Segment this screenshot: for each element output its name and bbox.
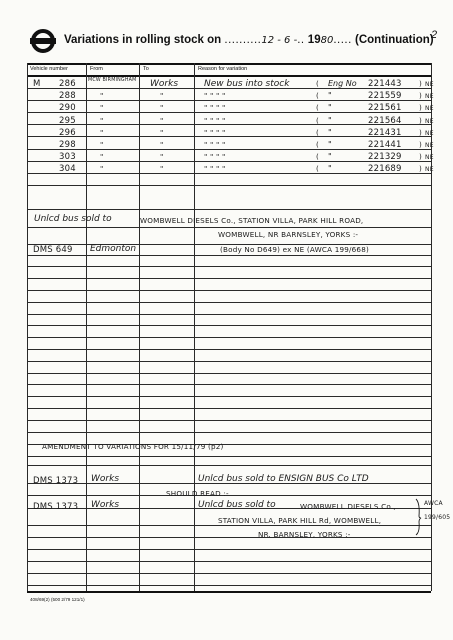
row-to: " xyxy=(160,127,164,137)
paren: ( xyxy=(316,152,320,162)
vehicle-number: 298 xyxy=(59,140,76,150)
vehicle-number: 303 xyxy=(59,152,76,163)
row-from: " xyxy=(100,152,104,162)
dms-649-number: DMS 649 xyxy=(33,245,73,255)
awca-label: AWCA xyxy=(424,500,443,507)
engine-number: 221564 xyxy=(368,115,402,126)
amend-row2-reason-lead: Unlcd bus sold to xyxy=(198,500,276,510)
paren: ) xyxy=(419,115,423,125)
row-rule xyxy=(27,456,431,457)
row-rule xyxy=(27,349,431,350)
form-code: 408/69(2) (500 2/79 121/1) xyxy=(30,597,85,602)
engine-label: Eng No xyxy=(328,79,357,88)
engine-label: " xyxy=(328,127,332,137)
vehicle-number: 295 xyxy=(59,115,76,126)
row-rule xyxy=(27,255,431,256)
row-reason: " " " " xyxy=(204,115,226,125)
col-vehicle-number: Vehicle number xyxy=(30,66,68,72)
engine-number: 221441 xyxy=(368,140,402,150)
row-reason: " " " " xyxy=(204,164,226,174)
paren: ) xyxy=(419,127,423,137)
paren: ( xyxy=(316,103,320,113)
amend-row2-line3: NR. BARNSLEY, YORKS :- xyxy=(258,530,351,539)
vehicle-number: 286 xyxy=(59,79,76,89)
col-reason: Reason for variation xyxy=(198,66,248,72)
paren: ( xyxy=(316,127,320,137)
engine-label: " xyxy=(328,164,332,174)
row-rule xyxy=(27,573,431,574)
paren: ) xyxy=(419,103,423,113)
row-suffix: NE xyxy=(425,129,434,137)
row-rule xyxy=(27,420,431,421)
row-rule xyxy=(27,185,431,186)
row-rule xyxy=(27,432,431,433)
row-reason: " " " " xyxy=(204,103,226,113)
row-reason: New bus into stock xyxy=(204,79,290,89)
amendment-heading: AMENDMENT TO VARIATIONS FOR 15/11/79 (p2) xyxy=(42,442,224,451)
row-suffix: NE xyxy=(425,154,434,162)
paren: ) xyxy=(419,79,423,88)
row-to: " xyxy=(160,152,164,162)
brace-mark-icon xyxy=(414,498,422,536)
vehicle-number: 288 xyxy=(59,91,76,102)
row-to: " xyxy=(160,115,164,125)
row-rule xyxy=(27,266,431,267)
engine-number: 221689 xyxy=(368,164,402,175)
row-to: " xyxy=(160,164,164,174)
paren: ) xyxy=(419,140,423,149)
paren: ) xyxy=(419,91,423,101)
sale-note-line2: WOMBWELL, NR BARNSLEY, YORKS :- xyxy=(218,230,359,239)
row-suffix: NE xyxy=(425,81,434,88)
row-rule xyxy=(27,314,431,315)
sale-note-line1: WOMBWELL DIESELS Co., STATION VILLA, PARK HILL ROAD, xyxy=(140,216,364,225)
column-rule xyxy=(139,63,140,591)
paren: ( xyxy=(316,79,320,88)
engine-label: " xyxy=(328,152,332,162)
amend-row2-from: Works xyxy=(91,500,120,510)
should-read: SHOULD READ :- xyxy=(166,489,229,498)
row-from: MCW BIRMINGHAM xyxy=(88,78,137,83)
page-number: 2 xyxy=(431,29,438,41)
row-rule xyxy=(27,591,431,593)
row-from: " xyxy=(100,115,104,125)
row-from: " xyxy=(100,103,104,113)
row-rule xyxy=(27,209,431,210)
vehicle-number: 304 xyxy=(59,164,76,175)
amend-row1-reason: Unlcd bus sold to ENSIGN BUS Co LTD xyxy=(198,474,369,484)
paren: ( xyxy=(316,115,320,125)
engine-label: " xyxy=(328,140,332,149)
date-field: 12 - 6 - xyxy=(261,35,298,46)
row-rule xyxy=(27,465,431,466)
column-rule xyxy=(86,63,87,591)
row-rule xyxy=(27,561,431,562)
col-to: To xyxy=(143,66,149,72)
row-from: " xyxy=(100,91,104,101)
row-suffix: NE xyxy=(425,142,434,149)
row-rule xyxy=(27,525,431,526)
row-from: " xyxy=(100,164,104,174)
col-from: From xyxy=(90,66,103,72)
row-rule xyxy=(27,549,431,550)
row-suffix: NE xyxy=(425,166,434,174)
sale-note-lead: Unlcd bus sold to xyxy=(34,214,112,224)
amend-row2-number: DMS 1373 xyxy=(33,502,79,512)
engine-number: 221559 xyxy=(368,91,402,102)
row-rule xyxy=(27,227,431,228)
row-from: " xyxy=(100,127,104,137)
paren: ) xyxy=(419,164,423,174)
engine-number: 221329 xyxy=(368,152,402,163)
row-rule xyxy=(27,302,431,303)
paren: ( xyxy=(316,91,320,101)
engine-label: " xyxy=(328,91,332,101)
dms-649-body-no: (Body No D649) ex NE (AWCA 199/668) xyxy=(220,245,369,254)
engine-number: 221443 xyxy=(368,79,402,89)
row-reason: " " " " xyxy=(204,91,226,101)
form-title: Variations in rolling stock on ..........12 - 6 -.. 1980..... (Continuation) xyxy=(64,34,434,46)
engine-number: 221431 xyxy=(368,127,402,138)
row-to: Works xyxy=(150,79,179,89)
row-rule xyxy=(27,537,431,538)
row-suffix: NE xyxy=(425,105,434,113)
row-to: " xyxy=(160,140,164,149)
row-rule xyxy=(27,361,431,362)
row-rule xyxy=(27,63,431,65)
row-rule xyxy=(27,495,431,496)
awca-ref: 199/605 xyxy=(424,514,451,521)
row-rule xyxy=(27,408,431,409)
row-rule xyxy=(27,396,431,397)
vehicle-number: 290 xyxy=(59,103,76,114)
paren: ) xyxy=(419,152,423,162)
engine-label: " xyxy=(328,115,332,125)
row-from: " xyxy=(100,140,104,149)
engine-number: 221561 xyxy=(368,103,402,114)
amend-row1-from: Works xyxy=(91,474,120,484)
row-suffix: NE xyxy=(425,117,434,125)
amend-row2-line1: WOMBWELL DIESELS Co., xyxy=(300,502,396,511)
dms-649-from: Edmonton xyxy=(90,244,137,254)
amend-row2-line2: STATION VILLA, PARK HILL Rd, WOMBWELL, xyxy=(218,516,382,525)
row-to: " xyxy=(160,91,164,101)
row-reason: " " " " xyxy=(204,127,226,137)
amend-row1-number: DMS 1373 xyxy=(33,476,79,486)
row-rule xyxy=(27,337,431,338)
row-reason: " " " " xyxy=(204,140,226,149)
row-rule xyxy=(27,373,431,374)
paren: ( xyxy=(316,164,320,174)
row-to: " xyxy=(160,103,164,113)
column-rule xyxy=(27,63,28,591)
vehicle-number: 296 xyxy=(59,127,76,138)
roundel-logo-icon xyxy=(30,28,56,54)
row-rule xyxy=(27,75,431,77)
paren: ( xyxy=(316,140,320,149)
row-rule xyxy=(27,290,431,291)
column-rule xyxy=(194,63,195,591)
row-rule xyxy=(27,384,431,385)
row-rule xyxy=(27,278,431,279)
row-reason: " " " " xyxy=(204,152,226,162)
row-prefix: M xyxy=(33,79,41,89)
row-suffix: NE xyxy=(425,93,434,101)
row-rule xyxy=(27,585,431,586)
row-rule xyxy=(27,325,431,326)
engine-label: " xyxy=(328,103,332,113)
